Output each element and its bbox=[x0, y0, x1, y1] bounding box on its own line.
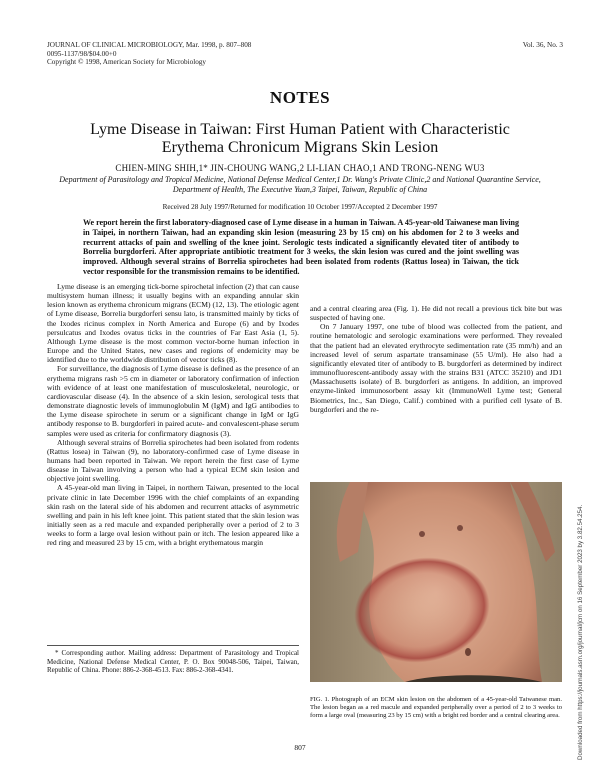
page-number: 807 bbox=[294, 743, 306, 752]
article-title: Lyme Disease in Taiwan: First Human Patient with Characteristic Erythema Chronicum Migrans Skin Lesion bbox=[90, 121, 510, 156]
copyright-line: Copyright © 1998, American Society for Microbiology bbox=[47, 58, 206, 67]
received-dates: Received 28 July 1997/Returned for modification 10 October 1997/Accepted 2 December 1997 bbox=[162, 203, 438, 211]
patient-abdomen-photo bbox=[310, 482, 562, 682]
author-list: CHIEN-MING SHIH,1* JIN-CHOUNG WANG,2 LI-LIAN CHAO,1 AND TRONG-NENG WU3 bbox=[115, 163, 485, 173]
abstract: We report herein the first laboratory-diagnosed case of Lyme disease in a human in Taiwan. A 45-year-old Taiwanese man living in Taipei, in northern Taiwan, had an expanding skin lesion (measuring 23 by 15 cm) on his abdomen for 2 to 3 weeks and recurrent attacks of pain and swelling of the knee joint. Serologic tests indicated a significantly elevated titer of antibody to Borrelia burgdorferi. After appropriate antibiotic treatment for 3 weeks, the skin lesion was cured and the joint swelling was improved. Although several strains of Borrelia spirochetes had been isolated from rodents (Rattus losea) in Taiwan, the tick vector responsible for the transmission remains to be identified. bbox=[83, 218, 519, 276]
footnote bbox=[47, 645, 299, 675]
section-title: NOTES bbox=[269, 88, 331, 107]
body-column-left bbox=[47, 282, 299, 548]
paragraph: For surveillance, the diagnosis of Lyme disease is defined as the presence of an erythema migrans rash >5 cm in diameter or laboratory confirmation of infection with evidence of at least one manifestation of musculoskeletal, neurologic, or cardiovascular disease (4). In the absence of a skin lesion, serological tests that demonstrate diagnostic levels of immunoglobulin M (IgM) and IgG antibodies to the Lyme disease spirochete in serum or a significant change in IgM or IgG antibody response to B. burgdorferi in paired acute- and convalescent-phase serum samples were used as criteria for confirmatory diagnosis (3). bbox=[47, 364, 299, 438]
body-column-right bbox=[310, 304, 562, 414]
figure-photo bbox=[310, 482, 562, 682]
affiliations: Department of Parasitology and Tropical Medicine, National Defense Medical Center,1 Dr. Wang's Private Clinic,2 and National Quarantine Service, Department of Health, The Executive Yuan,3 Taipei, Taiwan, Republic of China bbox=[59, 175, 541, 194]
paragraph: Lyme disease is an emerging tick-borne spirochetal infection (2) that can cause multisystem human illness; it usually begins with an expanding annular skin lesion known as erythema chronicum migrans (ECM) (12, 13). The etiologic agent of Lyme disease, Borrelia burgdorferi sensu lato, is transmitted mainly by ticks of the Ixodes ricinus complex in North America and Europe (6) and by Ixodes persulcatus and Ixodes ovatus ticks in the countries of Far East Asia (1, 5). Although Lyme disease is the most common vector-borne human infection in Europe and the United States, new cases and regions of endemicity may be identified due to the worldwide distribution of vector ticks (8). bbox=[47, 282, 299, 365]
figure-caption: FIG. 1. Photograph of an ECM skin lesion on the abdomen of a 45-year-old Taiwanese man. The lesion began as a red macule and expanded peripherally over a period of 2 to 3 weeks to form a large oval (measuring 23 by 15 cm) with a bright red border and a central clearing area. bbox=[310, 696, 562, 719]
paragraph: On 7 January 1997, one tube of blood was collected from the patient, and routine hematologic and serologic examinations were performed. They revealed that the patient had an elevated erythrocyte sedimentation rate (35 mm/h) and an increased level of serum aspartate transaminase (55 U/ml). He also had a significantly elevated titer of antibody to B. burgdorferi as determined by indirect immunofluorescent-antibody assay with the strains B31 (ATCC 35210) and JD1 (Massachusetts isolate) of B. burgdorferi as antigens. In addition, an improved enzyme-linked immunosorbent assay kit (ImmunoWell Lyme test; General Biometrics, Inc., San Diego, Calif.) combined with a purified cell lysate of B. burgdorferi and the re- bbox=[310, 322, 562, 414]
volume-label: Vol. 36, No. 3 bbox=[522, 41, 563, 49]
paragraph: and a central clearing area (Fig. 1). He did not recall a previous tick bite but was suspected of having one. bbox=[310, 304, 562, 323]
journal-header bbox=[47, 41, 251, 67]
download-watermark: Downloaded from https://journals.asm.org/journal/jcm on 16 September 2023 by 3.82.54.254. bbox=[577, 504, 584, 760]
paragraph: Although several strains of Borrelia spirochetes had been isolated from rodents (Rattus losea) in Taiwan (9), no laboratory-confirmed case of Lyme disease in humans had been reported in Taiwan. We report herein the first case of Lyme disease in Taiwan involving a person who had a typical ECM skin lesion and objective joint swelling. bbox=[47, 437, 299, 484]
corresponding-author-note: * Corresponding author. Mailing address: Department of Parasitology and Tropical Medicine, National Defense Medical Center, P. O. Box 90048-506, Taipei, Taiwan, Republic of China. Phone: 886-2-368-4513. Fax: 886-2-368-4341. bbox=[47, 649, 299, 675]
paragraph: A 45-year-old man living in Taipei, in northern Taiwan, presented to the local private clinic in late December 1996 with the chief complaints of an expanding skin rash on the lateral side of his abdomen and recurrent attacks of asymmetric swelling and pain in his left knee joint. This patient stated that the skin lesion was initially seen as a red macule and expanded peripherally over a period of 2 to 3 weeks to form a large oval lesion without pain or itch. The lesion appeared like a red ring and measured 23 by 15 cm, with a bright erythematous margin bbox=[47, 483, 299, 548]
issn-line: 0095-1137/98/$04.00+0 bbox=[47, 49, 117, 58]
journal-line: JOURNAL OF CLINICAL MICROBIOLOGY, Mar. 1998, p. 807–808 bbox=[47, 41, 252, 49]
